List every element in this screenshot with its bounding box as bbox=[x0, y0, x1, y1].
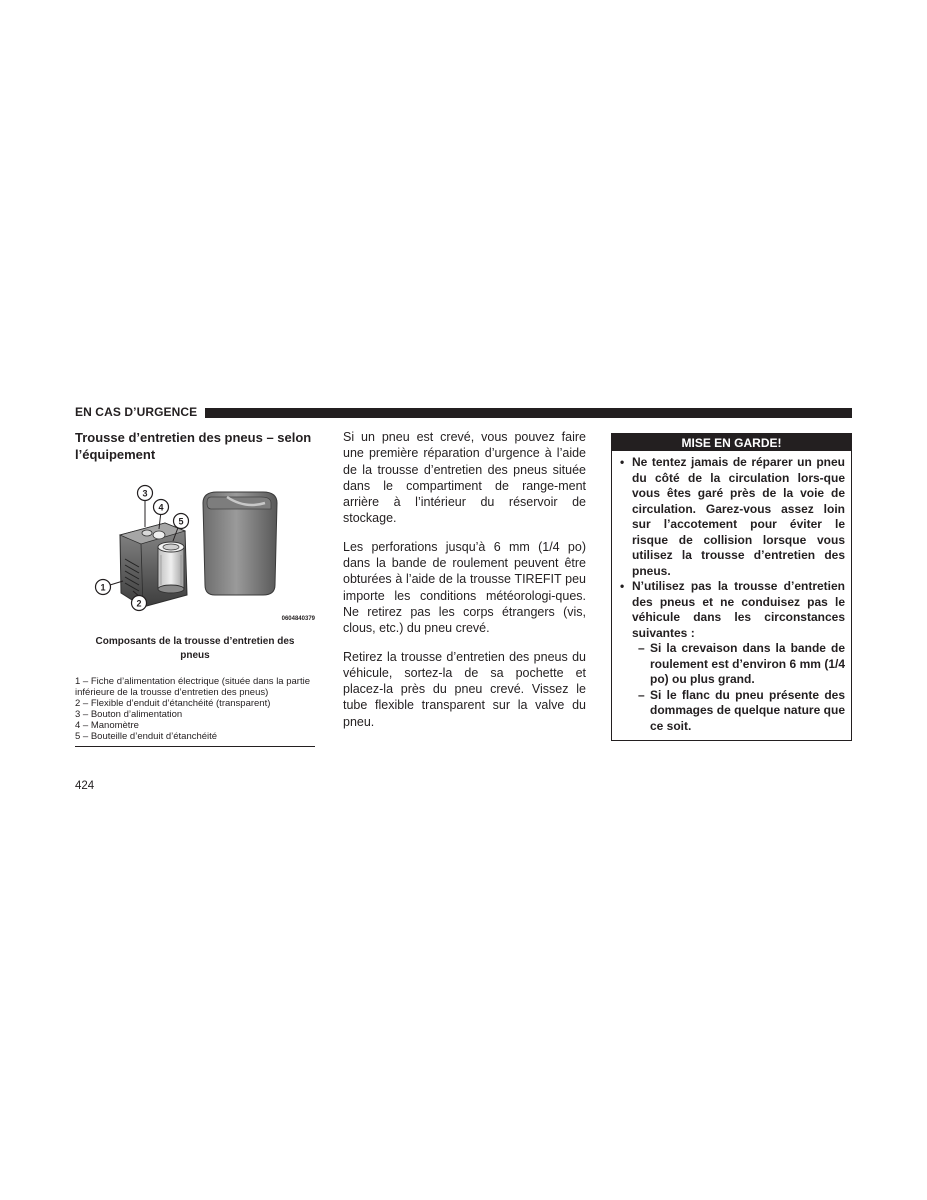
body-paragraph: Si un pneu est crevé, vous pouvez faire une première réparation d’urgence à l’aide de la trousse d’entretien des pneus située dans le compartiment de range-ment arrière à l’intérieur du réservoir de stockage. bbox=[343, 430, 586, 526]
figure-code: 0604840379 bbox=[281, 616, 315, 622]
figure-legend bbox=[75, 676, 315, 742]
warning-bullet-text: Ne tentez jamais de réparer un pneu du côté de la circulation lors-que vous êtes garé près de la voie de circulation. Garez-vous assez loin sur l’accotement pour éviter le risque de collision lorsque vous utilisez la trousse d’entretien des pneus. bbox=[632, 455, 845, 578]
dash-icon: – bbox=[638, 641, 645, 655]
figure-caption: Composants de la trousse d’entretien des pneus bbox=[95, 636, 295, 661]
left-column bbox=[75, 429, 315, 747]
storage-case bbox=[203, 492, 277, 595]
legend-divider bbox=[75, 746, 315, 747]
callout-1 bbox=[96, 580, 111, 595]
bullet-icon: • bbox=[620, 455, 625, 469]
svg-text:1: 1 bbox=[100, 582, 106, 593]
sealant-bottle bbox=[158, 542, 184, 593]
section-header bbox=[75, 404, 852, 420]
svg-text:5: 5 bbox=[178, 516, 184, 527]
body-paragraph: Les perforations jusqu’à 6 mm (1/4 po) dans la bande de roulement peuvent être obturées à l’aide de la trousse TIREFIT peu importe les conditions météorologi-ques. Ne retirez pas les corps étrangers (vis, clous, etc.) du pneu crevé. bbox=[343, 539, 586, 636]
legend-item: 3 – Bouton d’alimentation bbox=[75, 709, 183, 720]
callout-2 bbox=[132, 596, 147, 611]
legend-item: 2 – Flexible d’enduit d’étanchéité (transparent) bbox=[75, 698, 271, 709]
warning-body bbox=[612, 451, 851, 734]
callout-3 bbox=[138, 486, 153, 501]
middle-column bbox=[343, 429, 586, 742]
callout-5 bbox=[174, 514, 189, 529]
warning-sub-item bbox=[620, 688, 845, 735]
svg-text:4: 4 bbox=[158, 502, 164, 513]
warning-bullet bbox=[620, 455, 845, 579]
legend-item: 4 – Manomètre bbox=[75, 720, 139, 731]
legend-item: 1 – Fiche d’alimentation électrique (située dans la partie inférieure de la trousse d’entretien des pneus) bbox=[75, 676, 310, 698]
svg-text:2: 2 bbox=[136, 598, 142, 609]
callout-4 bbox=[154, 500, 169, 515]
section-title: EN CAS D’URGENCE bbox=[75, 405, 198, 419]
dash-icon: – bbox=[638, 687, 645, 702]
section-heading: Trousse d’entretien des pneus – selon l’équipement bbox=[75, 430, 312, 462]
warning-sub-item-text: Si la crevaison dans la bande de roulement est d’environ 6 mm (1/4 po) ou plus grand. bbox=[650, 641, 845, 686]
warning-title: MISE EN GARDE! bbox=[612, 434, 851, 451]
svg-text:3: 3 bbox=[142, 488, 148, 499]
warning-box bbox=[611, 433, 852, 741]
legend-item: 5 – Bouteille d’enduit d’étanchéité bbox=[75, 731, 218, 742]
warning-sub-item-text: Si le flanc du pneu présente des dommages de quelque nature que ce soit. bbox=[650, 687, 845, 733]
warning-bullet bbox=[620, 579, 845, 641]
page-number: 424 bbox=[75, 780, 95, 792]
body-paragraph: Retirez la trousse d’entretien des pneus du véhicule, sortez-la de sa pochette et placez-la près du pneu crevé. Vissez le tube flexible transparent sur la valve du pneu. bbox=[343, 649, 586, 729]
tire-service-kit-illustration bbox=[75, 483, 315, 623]
warning-sub-item bbox=[620, 641, 845, 688]
tire-service-kit-figure bbox=[75, 483, 315, 623]
warning-bullet-text: N’utilisez pas la trousse d’entretien des pneus et ne conduisez pas le véhicule dans les circonstances suivantes : bbox=[632, 579, 845, 640]
bullet-icon: • bbox=[620, 579, 625, 593]
section-header-bar bbox=[205, 408, 852, 418]
